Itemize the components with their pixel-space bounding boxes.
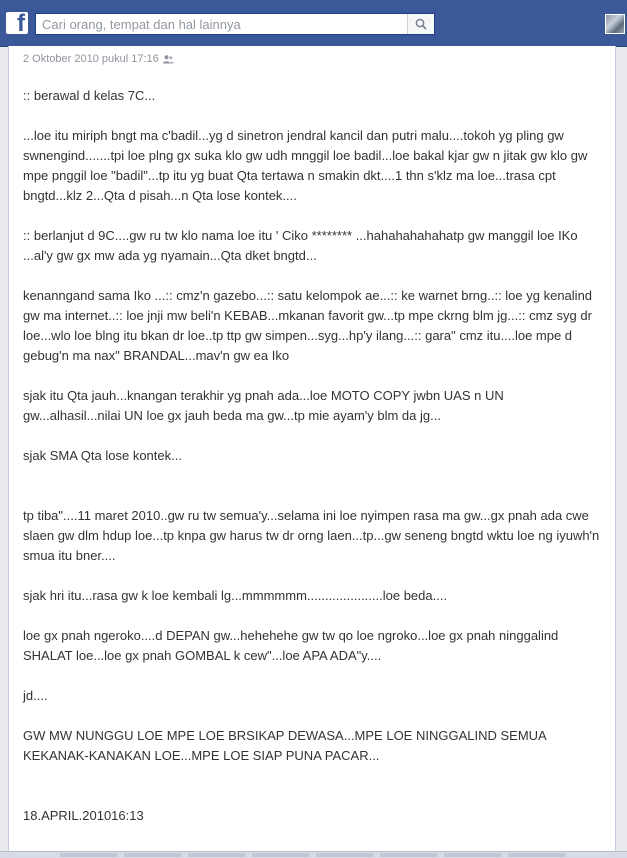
note-date[interactable]: 2 Oktober 2010 pukul 17:16: [23, 53, 159, 65]
chat-tab[interactable]: [508, 853, 566, 857]
chat-tab[interactable]: [60, 853, 118, 857]
note-paragraph: GW MW NUNGGU LOE MPE LOE BRSIKAP DEWASA...MPE LOE NINGGALIND SEMUA KEKANAK-KANAKAN LOE...MPE LOE SIAP PUNA PACAR...: [23, 728, 546, 763]
chat-tab[interactable]: [316, 853, 374, 857]
profile-avatar[interactable]: [605, 14, 625, 34]
search-button[interactable]: [407, 14, 434, 34]
search-input[interactable]: [36, 14, 412, 34]
search-box: [35, 13, 435, 35]
facebook-logo-icon[interactable]: [6, 10, 28, 37]
note-paragraph: sjak SMA Qta lose kontek...: [23, 448, 182, 463]
note-meta: [23, 53, 174, 65]
note-paragraph: :: berlanjut d 9C....gw ru tw klo nama loe itu ' Ciko ******** ...hahahahahahatp gw manggil loe IKo ...al'y gw gx mw ada yg nyamain...Qta dket bngtd...: [23, 228, 578, 263]
chat-tab[interactable]: [124, 853, 182, 857]
note-paragraph: ...loe itu miriph bngt ma c'badil...yg d sinetron jendral kancil dan putri malu....tokoh yg pling gw swnengind.......tpi loe plng gx suka klo gw udh mnggil loe badil...loe bakal kjar gw n jitak gw klo gw mpe pnggil loe "badil"...tp itu yg buat Qta tertawa n smakin dkt....1 thn s'klz ma loe...trasa cpt bngtd...klz 2...Qta d pisah...n Qta lose kontek....: [23, 128, 588, 203]
note-paragraph: sjak itu Qta jauh...knangan terakhir yg pnah ada...loe MOTO COPY jwbn UAS n UN gw...alhasil...nilai UN loe gx jauh beda ma gw...tp mie ayam'y blm da jg...: [23, 388, 504, 423]
top-bar: [0, 0, 627, 47]
friends-icon[interactable]: [163, 55, 174, 64]
note-body: [23, 86, 603, 846]
chat-tab[interactable]: [188, 853, 246, 857]
chat-tab[interactable]: [444, 853, 502, 857]
chat-tab[interactable]: [380, 853, 438, 857]
note-paragraph: sjak hri itu...rasa gw k loe kembali lg...mmmmmm.....................loe beda....: [23, 588, 448, 603]
note-paragraph: :: berawal d kelas 7C...: [23, 88, 156, 103]
note-paragraph: tp tiba"....11 maret 2010..gw ru tw semua'y...selama ini loe nyimpen rasa ma gw...gx pnah ada cwe slaen gw dlm hdup loe...tp knpa gw harus tw dr orng laen...tp...gw seneng bngtd wktu loe ng iyuwh'n smua itu bner....: [23, 508, 600, 563]
note-paragraph: jd....: [23, 688, 48, 703]
chat-tab[interactable]: [252, 853, 310, 857]
search-icon: [415, 18, 427, 30]
note-paragraph: 18.APRIL.201016:13: [23, 808, 144, 823]
note-paragraph: kenanngand sama Iko ...:: cmz'n gazebo...:: satu kelompok ae...:: ke warnet brng..:: loe yg kenalind gw ma internet..:: loe jnji mw beli'n KEBAB...mkanan favorit gw...tp mpe ckrng blm jg...:: cmz syg dr loe...wlo loe blng itu bkan dr loe..tp ttp gw simpen...syg...hp'y ilang...:: gara" cmz itu....loe mpe d gebug'n ma nax" BRANDAL...mav'n gw ea Iko: [23, 288, 593, 363]
note-paragraph: loe gx pnah ngeroko....d DEPAN gw...hehehehe gw tw qo loe ngroko...loe gx pnah ninggalind SHALAT loe...loe gx pnah GOMBAL k cew"...loe APA ADA"y....: [23, 628, 559, 663]
note-panel: [8, 46, 616, 857]
logo-letter: f: [17, 10, 25, 37]
